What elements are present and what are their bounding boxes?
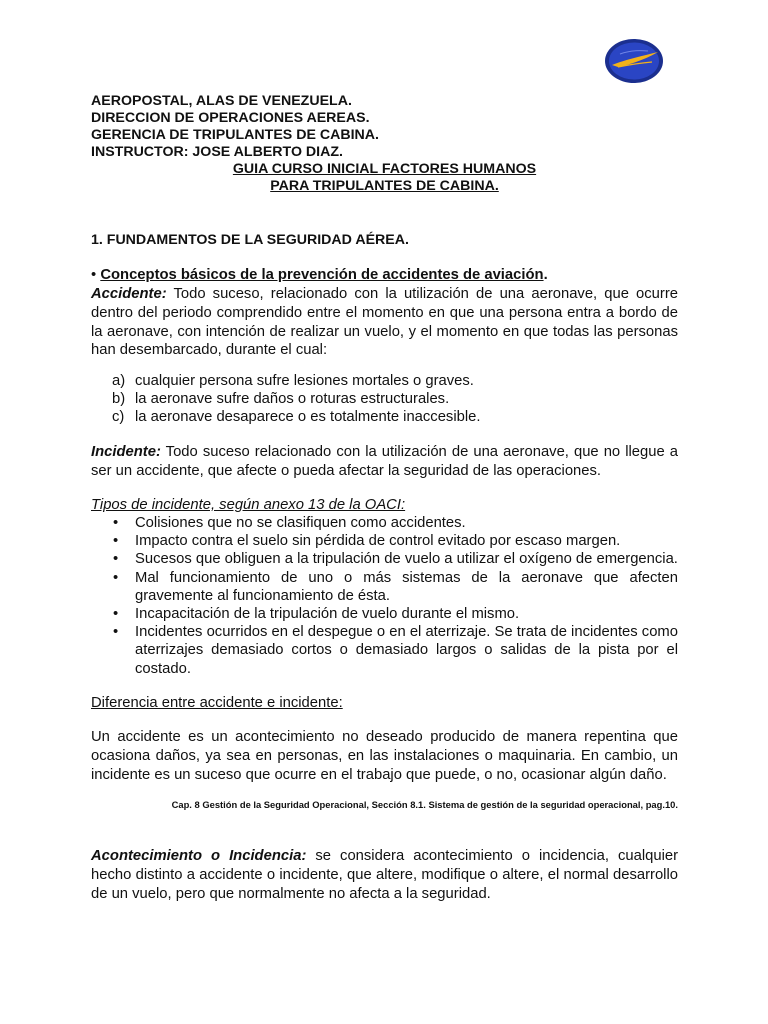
incidente-term: Incidente:	[91, 444, 161, 460]
acontecimiento-text: se considera acontecimiento o incidencia, cualquier hecho distinto a accidente o incidente, que altere, modifique o altere, el normal desarrollo de un vuelo, pero que normalmente no afecta a la seguridad.	[91, 848, 679, 902]
list-item	[91, 390, 678, 408]
list-text: la aeronave sufre daños o roturas estructurales.	[135, 391, 450, 407]
list-text: Colisiones que no se clasifiquen como accidentes.	[135, 515, 466, 531]
list-marker: a)	[112, 373, 126, 389]
list-item	[91, 372, 678, 390]
accidente-definition	[91, 285, 678, 360]
tipos-heading	[91, 496, 678, 515]
list-item	[91, 408, 678, 426]
list-marker: •	[113, 551, 119, 568]
header-line-management: GERENCIA DE TRIPULANTES DE CABINA.	[91, 127, 379, 143]
list-marker: •	[113, 533, 119, 550]
section-title: 1. FUNDAMENTOS DE LA SEGURIDAD AÉREA.	[91, 232, 409, 248]
list-item	[91, 605, 678, 623]
header-line-instructor: INSTRUCTOR: JOSE ALBERTO DIAZ.	[91, 144, 343, 160]
list-marker: c)	[112, 409, 125, 425]
concepts-bullet: •	[91, 267, 97, 283]
list-item	[91, 532, 678, 550]
list-item	[91, 623, 678, 678]
list-text: Incapacitación de la tripulación de vuelo durante el mismo.	[135, 606, 520, 623]
list-text: Sucesos que obliguen a la tripulación de vuelo a utilizar el oxígeno de emergencia.	[135, 551, 678, 568]
accidente-conditions-list	[91, 372, 678, 426]
aeropostal-logo	[604, 38, 664, 84]
header-line-company: AEROPOSTAL, ALAS DE VENEZUELA.	[91, 93, 352, 109]
concepts-heading	[91, 266, 678, 285]
tipos-heading-text: Tipos de incidente, según anexo 13 de la OACI:	[91, 497, 406, 513]
guide-title-line-2: PARA TRIPULANTES DE CABINA.	[270, 178, 499, 194]
acontecimiento-definition	[91, 847, 678, 903]
tipos-list	[91, 514, 678, 678]
diferencia-heading	[91, 694, 678, 713]
incidente-text: Todo suceso relacionado con la utilización de una aeronave, que no llegue a ser un accidente, que afecte o pueda afectar la seguridad de las operaciones.	[91, 444, 678, 479]
list-marker: •	[113, 569, 119, 586]
accidente-text: Todo suceso, relacionado con la utilización de una aeronave, que ocurre dentro del periodo comprendido entre el momento en que una persona entra a bordo de la aeronave, con intención de realizar un vuelo, y el momento en que todas las personas han desembarcado, durante el cual:	[91, 286, 678, 359]
list-text: cualquier persona sufre lesiones mortales o graves.	[135, 373, 474, 389]
list-marker: b)	[112, 391, 126, 407]
accidente-term: Accidente:	[91, 286, 167, 302]
list-marker: •	[113, 606, 119, 623]
list-text: la aeronave desaparece o es totalmente inaccesible.	[135, 409, 481, 425]
list-marker: •	[113, 624, 119, 641]
document-header	[91, 93, 678, 195]
diferencia-heading-text: Diferencia entre accidente e incidente:	[91, 695, 343, 711]
list-text: Impacto contra el suelo sin pérdida de control evitado por escaso margen.	[135, 533, 621, 550]
concepts-heading-text: Conceptos básicos de la prevención de accidentes de aviación	[100, 267, 544, 283]
header-line-direction: DIRECCION DE OPERACIONES AEREAS.	[91, 110, 370, 126]
list-item	[91, 514, 678, 532]
list-text: Mal funcionamiento de uno o más sistemas de la aeronave que afecten gravemente al funcionamiento de ésta.	[135, 569, 678, 604]
list-marker: •	[113, 515, 119, 531]
list-item	[91, 569, 678, 605]
guide-title-line-1: GUIA CURSO INICIAL FACTORES HUMANOS	[232, 161, 537, 177]
incidente-definition	[91, 443, 678, 481]
list-item	[91, 550, 678, 568]
diferencia-text: Un accidente es un acontecimiento no deseado producido de manera repentina que ocasiona daños, ya sea en personas, en las instalaciones o maquinaria. En cambio, un incidente es un suceso que ocurre en el trabajo que puede, o no, ocasionar algún daño.	[91, 729, 678, 783]
citation: Cap. 8 Gestión de la Seguridad Operacional, Sección 8.1. Sistema de gestión de la seguridad operacional, pag.10.	[171, 799, 678, 810]
list-text: Incidentes ocurridos en el despegue o en el aterrizaje. Se trata de incidentes como aterrizajes demasiado cortos o demasiado largos o salidas de la pista por el costado.	[135, 624, 678, 677]
diferencia-paragraph	[91, 728, 678, 784]
concepts-heading-end: .	[543, 267, 548, 283]
acontecimiento-term: Acontecimiento o Incidencia:	[91, 848, 307, 864]
